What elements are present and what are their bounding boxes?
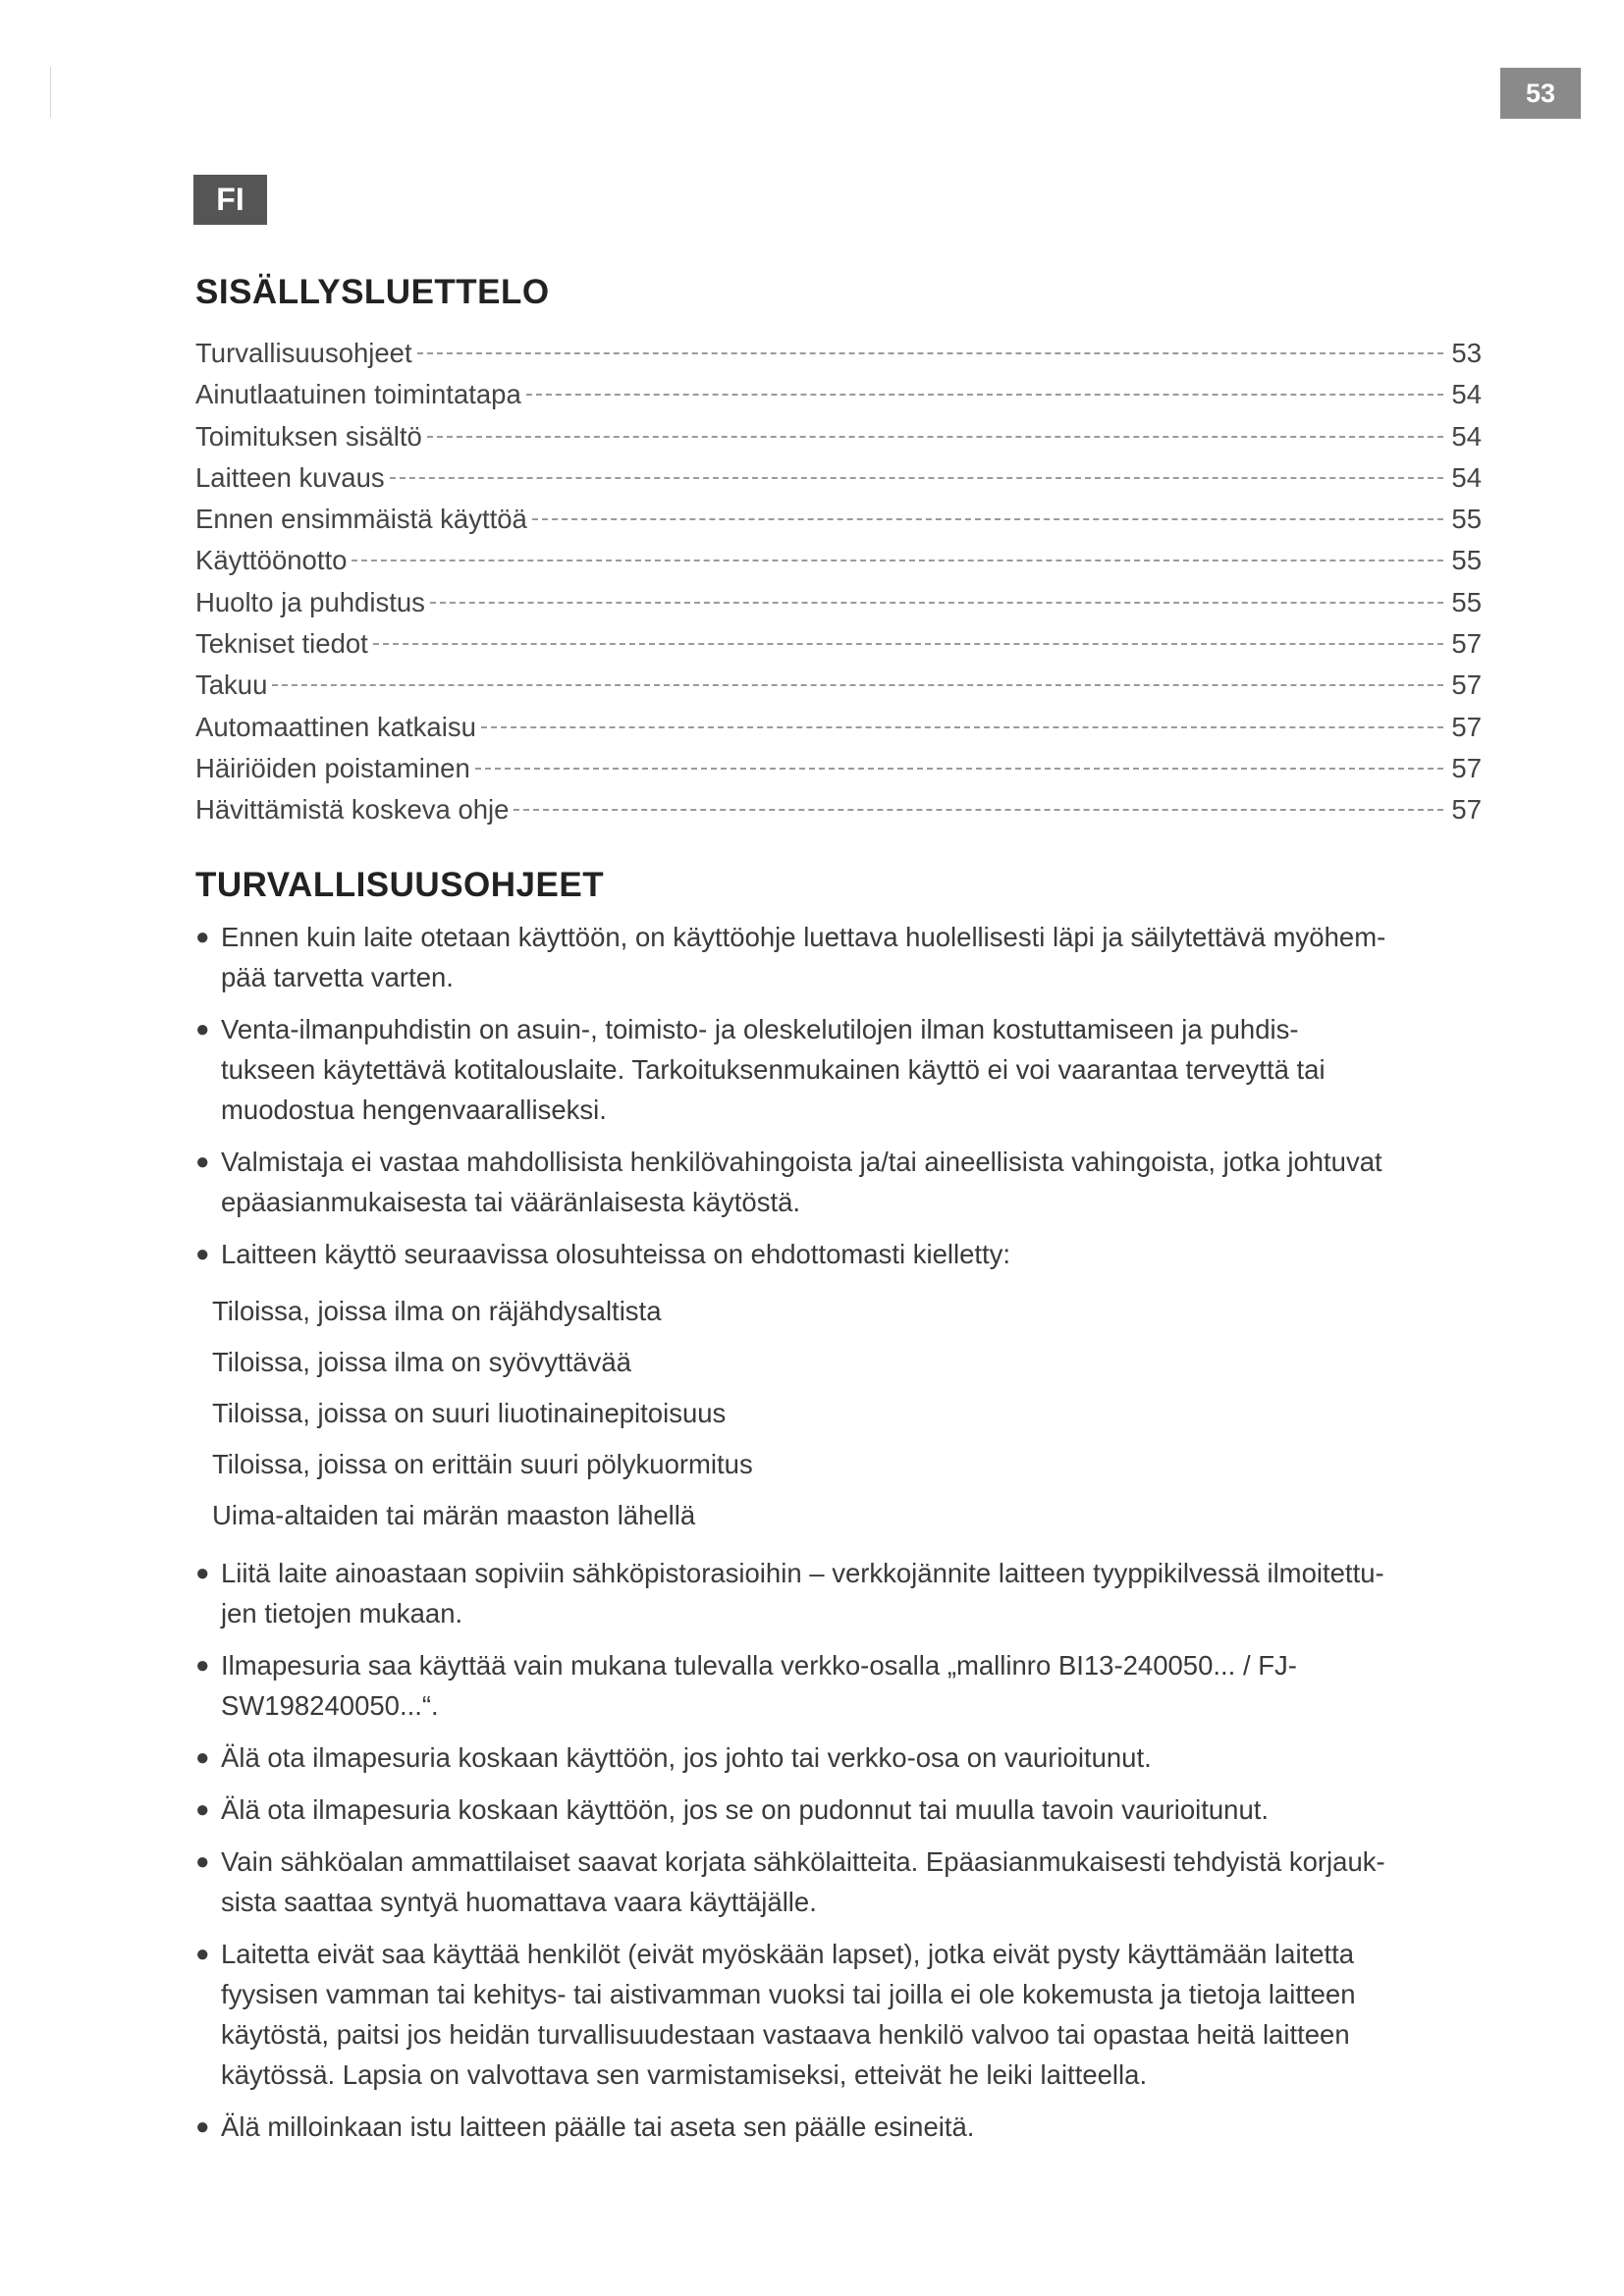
bullet-line: Älä ota ilmapesuria koskaan käyttöön, jos johto tai verkko-osa on vaurioitunut. xyxy=(221,1742,1152,1773)
toc-entry[interactable] xyxy=(195,338,1482,379)
bullet-icon: ● xyxy=(195,1744,210,1771)
toc-entry-page: 57 xyxy=(1451,669,1482,701)
toc-entry[interactable] xyxy=(195,462,1482,504)
toc-leader xyxy=(475,768,1444,770)
toc-entry-label: Tekniset tiedot xyxy=(195,628,368,660)
toc-entry-label: Käyttöönotto xyxy=(195,545,348,576)
toc-leader xyxy=(514,809,1443,811)
bullet-item xyxy=(195,1842,1491,1922)
table-of-contents xyxy=(195,338,1482,836)
bullet-item xyxy=(195,1934,1491,2095)
bullet-icon: ● xyxy=(195,2113,210,2140)
bullet-line: pää tarvetta varten. xyxy=(221,962,454,992)
toc-entry-page: 57 xyxy=(1451,628,1482,660)
bullet-item xyxy=(195,1142,1491,1222)
bullet-line: Valmistaja ei vastaa mahdollisista henkilövahingoista ja/tai aineellisista vahingoista, jotka johtuvat xyxy=(221,1147,1382,1177)
bullet-line: Älä milloinkaan istu laitteen päälle tai aseta sen päälle esineitä. xyxy=(221,2111,975,2142)
bullet-item xyxy=(195,1234,1491,1274)
language-badge: FI xyxy=(193,175,267,225)
bullet-line: Älä ota ilmapesuria koskaan käyttöön, jos se on pudonnut tai muulla tavoin vaurioitunut. xyxy=(221,1794,1270,1825)
safety-instructions xyxy=(195,917,1491,2159)
bullet-item xyxy=(195,2107,1491,2147)
condition-item: Tiloissa, joissa ilma on syövyttävää xyxy=(212,1347,631,1377)
bullet-line: muodostua hengenvaaralliseksi. xyxy=(221,1095,607,1125)
bullet-line: Laitetta eivät saa käyttää henkilöt (eivät myöskään lapset), jotka eivät pysty käyttämään laitetta xyxy=(221,1939,1355,1969)
bullet-icon: ● xyxy=(195,1241,210,1267)
toc-entry[interactable] xyxy=(195,712,1482,753)
toc-entry[interactable] xyxy=(195,504,1482,545)
condition-item: Tiloissa, joissa on erittäin suuri pölykuormitus xyxy=(212,1449,753,1479)
toc-entry-label: Ainutlaatuinen toimintatapa xyxy=(195,379,521,410)
bullet-line: sista saattaa syntyä huomattava vaara käyttäjälle. xyxy=(221,1887,817,1917)
toc-entry-label: Turvallisuusohjeet xyxy=(195,338,412,368)
bullet-item xyxy=(195,1009,1491,1130)
bullet-icon: ● xyxy=(195,924,210,950)
toc-entry-label: Automaattinen katkaisu xyxy=(195,711,476,742)
bullet-icon: ● xyxy=(195,1148,210,1175)
toc-entry[interactable] xyxy=(195,545,1482,586)
toc-entry-page: 55 xyxy=(1451,586,1482,617)
bullet-line: Liitä laite ainoastaan sopiviin sähköpistorasioihin – verkkojännite laitteen tyyppikilvessä ilmoitettu- xyxy=(221,1558,1384,1588)
condition-item: Uima-altaiden tai märän maaston lähellä xyxy=(212,1500,696,1530)
toc-leader xyxy=(352,560,1443,561)
toc-leader xyxy=(417,352,1444,354)
toc-entry-label: Laitteen kuvaus xyxy=(195,461,385,493)
condition-item: Tiloissa, joissa on suuri liuotinainepitoisuus xyxy=(212,1398,727,1428)
toc-leader xyxy=(272,684,1443,686)
bullet-item xyxy=(195,1737,1491,1778)
bullet-item xyxy=(195,917,1491,997)
toc-leader xyxy=(430,602,1444,604)
bullet-icon: ● xyxy=(195,1941,210,1967)
bullet-line: käytöstä, paitsi jos heidän turvallisuudestaan vastaava henkilö valvoo tai opastaa heitä laitteen xyxy=(221,2019,1350,2050)
toc-leader xyxy=(373,643,1444,645)
bullet-line: jen tietojen mukaan. xyxy=(221,1598,463,1629)
condition-item: Tiloissa, joissa ilma on räjähdysaltista xyxy=(212,1296,662,1326)
toc-entry[interactable] xyxy=(195,421,1482,462)
safety-title: TURVALLISUUSOHJEET xyxy=(195,866,605,904)
toc-entry-page: 57 xyxy=(1451,711,1482,742)
bullet-line: Venta-ilmanpuhdistin on asuin-, toimisto- ja oleskelutilojen ilman kostuttamiseen ja puhdis- xyxy=(221,1014,1299,1044)
toc-entry-label: Häiriöiden poistaminen xyxy=(195,752,470,783)
toc-entry-page: 54 xyxy=(1451,379,1482,410)
bullet-line: Vain sähköalan ammattilaiset saavat korjata sähkölaitteita. Epäasianmukaisesti tehdyistä korjauk- xyxy=(221,1846,1385,1877)
toc-leader xyxy=(532,518,1444,520)
toc-entry-page: 55 xyxy=(1451,504,1482,535)
toc-entry-label: Takuu xyxy=(195,669,268,701)
bullet-icon: ● xyxy=(195,1848,210,1875)
toc-entry[interactable] xyxy=(195,669,1482,711)
toc-entry[interactable] xyxy=(195,628,1482,669)
toc-entry-label: Huolto ja puhdistus xyxy=(195,586,425,617)
toc-entry-page: 55 xyxy=(1451,545,1482,576)
toc-entry-label: Toimituksen sisältö xyxy=(195,420,422,452)
toc-entry-label: Hävittämistä koskeva ohje xyxy=(195,794,510,826)
toc-entry-page: 57 xyxy=(1451,752,1482,783)
toc-leader xyxy=(427,436,1444,438)
bullet-item xyxy=(195,1553,1491,1633)
bullet-line: epäasianmukaisesta tai vääränlaisesta käytöstä. xyxy=(221,1187,801,1217)
bullet-icon: ● xyxy=(195,1016,210,1042)
bullet-line: fyysisen vamman tai kehitys- tai aistivamman vuoksi tai joilla ei ole kokemusta ja tietoja laitteen xyxy=(221,1979,1356,2009)
toc-entry-label: Ennen ensimmäistä käyttöä xyxy=(195,504,527,535)
toc-entry-page: 54 xyxy=(1451,420,1482,452)
toc-leader xyxy=(481,726,1444,728)
bullet-line: SW198240050...“. xyxy=(221,1690,439,1721)
toc-entry[interactable] xyxy=(195,379,1482,420)
page-number-badge: 53 xyxy=(1500,68,1581,119)
toc-entry-page: 57 xyxy=(1451,794,1482,826)
bullet-item xyxy=(195,1645,1491,1726)
bullet-icon: ● xyxy=(195,1796,210,1823)
bullet-line: Laitteen käyttö seuraavissa olosuhteissa on ehdottomasti kielletty: xyxy=(221,1239,1011,1269)
bullet-line: käytössä. Lapsia on valvottava sen varmistamiseksi, etteivät he leiki laitteella. xyxy=(221,2059,1148,2090)
margin-rule xyxy=(50,67,51,118)
bullet-line: Ilmapesuria saa käyttää vain mukana tulevalla verkko-osalla „mallinro BI13-240050... / FJ- xyxy=(221,1650,1297,1681)
bullet-line: Ennen kuin laite otetaan käyttöön, on käyttöohje luettava huolellisesti läpi ja säilytettävä myöhem- xyxy=(221,922,1386,952)
toc-leader xyxy=(526,394,1444,396)
bullet-icon: ● xyxy=(195,1652,210,1679)
bullet-item xyxy=(195,1789,1491,1830)
toc-entry[interactable] xyxy=(195,587,1482,628)
bullet-icon: ● xyxy=(195,1560,210,1586)
toc-entry[interactable] xyxy=(195,794,1482,835)
toc-entry-page: 54 xyxy=(1451,461,1482,493)
bullet-line: tukseen käytettävä kotitalouslaite. Tarkoituksenmukainen käyttö ei voi vaarantaa terveyttä tai xyxy=(221,1054,1326,1085)
toc-entry-page: 53 xyxy=(1451,338,1482,368)
toc-entry[interactable] xyxy=(195,753,1482,794)
prohibited-conditions-list xyxy=(195,1286,1491,1541)
toc-leader xyxy=(390,477,1444,479)
toc-title: SISÄLLYSLUETTELO xyxy=(195,273,550,311)
